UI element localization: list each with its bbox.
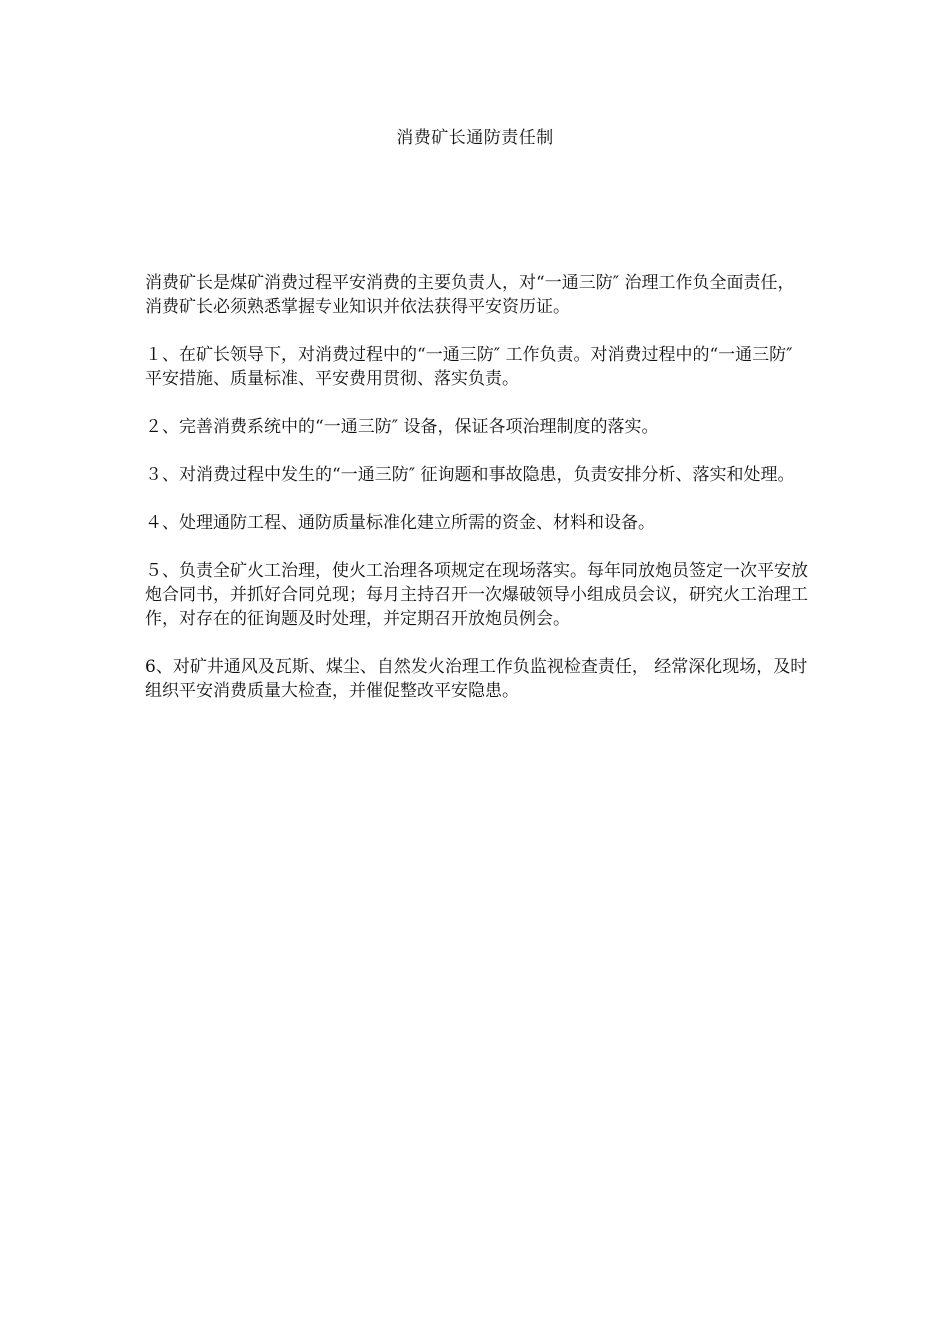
paragraph-item-2: ２、完善消费系统中的“一通三防″ 设备，保证各项治理制度的落实。 bbox=[145, 417, 659, 437]
paragraph-item-5: ５、负责全矿火工治理，使火工治理各项规定在现场落实。每年同放炮员签定一次平安放炮合同书，并抓好合同兑现；每月主持召开一次爆破领导小组成员会议，研究火工治理工作，对存在的征询题及时处理，并定期召开放炮员例会。 bbox=[145, 561, 808, 629]
document-title: 消费矿长通防责任制 bbox=[396, 128, 554, 148]
paragraph-item-1: １、在矿长领导下，对消费过程中的“一通三防″ 工作负责。对消费过程中的“一通三防″ 平安措施、质量标准、平安费用贯彻、落实负责。 bbox=[145, 345, 793, 389]
paragraph-intro: 消费矿长是煤矿消费过程平安消费的主要负责人，对“一通三防″ 治理工作负全面责任，消费矿长必须熟悉掌握专业知识并依法获得平安资历证。 bbox=[145, 273, 795, 317]
paragraph-item-6: 6、对矿井通风及瓦斯、煤尘、自然发火治理工作负监视检查责任， 经常深化现场，及时组织平安消费质量大检查，并催促整改平安隐患。 bbox=[145, 657, 808, 701]
paragraph-item-3: ３、对消费过程中发生的“一通三防″ 征询题和事故隐患，负责安排分析、落实和处理。 bbox=[145, 465, 795, 485]
paragraph-item-4: ４、处理通防工程、通防质量标准化建立所需的资金、材料和设备。 bbox=[145, 513, 655, 533]
document-body bbox=[145, 271, 810, 727]
